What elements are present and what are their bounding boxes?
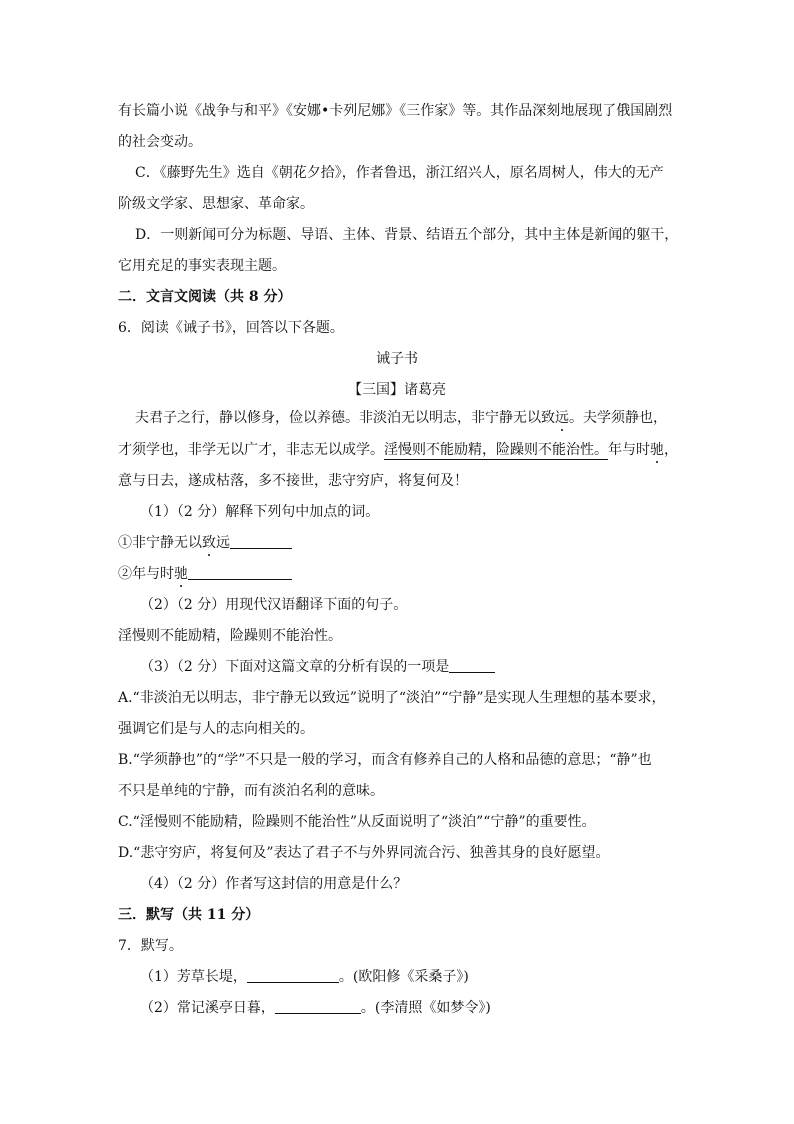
q6-3-option-b-1: B.“学须静也”的“学”不只是一般的学习，而含有修养自己的人格和品德的意思；“静”也: [118, 752, 652, 768]
q6-3-option-b-2: 不只是单纯的宁静，而有淡泊名利的意味。: [118, 783, 384, 799]
section-3-heading: 三．默写（共 11 分）: [118, 907, 260, 923]
question-6-stem: 6．阅读《诫子书》，回答以下各题。: [118, 320, 344, 336]
option-b-line-2: 有长篇小说《战争与和平》《安娜•卡列尼娜》《三作家》等。其作品深刻地展现了俄国剧烈: [118, 103, 673, 119]
q6-1-b-text: ②年与时: [118, 566, 174, 582]
poem-line-1-a: 夫君子之行，静以修身，俭以养德。非淡泊无以明志，非宁静无以致: [135, 410, 555, 426]
q6-1-item-a: [118, 534, 688, 552]
q6-4-stem: （4）（2 分）作者写这封信的用意是什么？: [140, 876, 408, 892]
q6-3-option-a-1: A.“非淡泊无以明志，非宁静无以致远”说明了“淡泊”“宁静”是实现人生理想的基本要求，: [118, 690, 666, 706]
dotted-char-chi: 驰: [650, 442, 664, 458]
poem-line-2-c: ，: [664, 442, 678, 458]
poem-title: 诫子书: [376, 351, 418, 367]
option-c-line-1: C．《藤野先生》选自《朝花夕拾》，作者鲁迅，浙江绍兴人，原名周树人，伟大的无产: [135, 165, 664, 181]
section-2-heading: 二．文言文阅读（共 8 分）: [118, 289, 292, 305]
question-7-stem: 7．默写。: [118, 938, 183, 954]
q7-2: [140, 999, 710, 1017]
answer-blank[interactable]: [247, 968, 339, 983]
q6-3-stem-text: （3）（2 分）下面对这篇文章的分析有误的一项是: [140, 659, 450, 675]
q6-1-a-post: 远: [216, 535, 230, 551]
dotted-char-zhi: 致: [202, 535, 216, 551]
poem-line-1: [135, 409, 705, 427]
q6-3-stem: [140, 658, 710, 676]
option-c-line-2: 阶级文学家、思想家、革命家。: [118, 196, 314, 212]
q7-2-source: 。(李清照《如梦令》): [360, 1000, 491, 1016]
option-d-line-1: D．一则新闻可分为标题、导语、主体、背景、结语五个部分，其中主体是新闻的躯干，: [135, 227, 679, 243]
poem-author: 【三国】诸葛亮: [348, 382, 446, 398]
q6-3-option-a-2: 强调它们是与人的志向相关的。: [118, 721, 314, 737]
poem-line-2: [118, 441, 688, 459]
poem-line-3: 意与日去，遂成枯落，多不接世，悲守穷庐，将复何及！: [118, 473, 468, 489]
poem-line-1-b: 。夫学须静也，: [569, 410, 667, 426]
q6-1-stem: （1）（2 分）解释下列句中加点的词。: [140, 504, 380, 520]
underlined-sentence: 淫慢则不能励精，险躁则不能治性。: [384, 442, 608, 458]
q6-2-sentence: 淫慢则不能励精，险躁则不能治性。: [118, 628, 342, 644]
q6-1-a-text: ①非宁静无以: [118, 535, 202, 551]
q7-1-source: 。(欧阳修《采桑子》): [338, 969, 469, 985]
answer-blank[interactable]: [188, 565, 292, 580]
answer-blank[interactable]: [275, 999, 361, 1014]
answer-blank[interactable]: [230, 534, 292, 549]
q7-2-text: （2）常记溪亭日暮，: [140, 1000, 275, 1016]
q7-1: [140, 968, 710, 986]
option-b-line-3: 的社会变动。: [118, 134, 202, 150]
answer-blank[interactable]: [449, 658, 495, 673]
q6-3-option-c: C.“淫慢则不能励精，险躁则不能治性”从反面说明了“淡泊”“宁静”的重要性。: [118, 814, 596, 830]
poem-line-2-a: 才须学也，非学无以广才，非志无以成学。: [118, 442, 384, 458]
poem-line-2-b: 年与时: [608, 442, 650, 458]
dotted-char-yuan: 远: [555, 410, 569, 426]
dotted-char-chi-2: 驰: [174, 566, 188, 582]
q6-3-option-d: D.“悲守穷庐，将复何及”表达了君子不与外界同流合污、独善其身的良好愿望。: [118, 845, 610, 861]
q6-2-stem: （2）（2 分）用现代汉语翻译下面的句子。: [140, 597, 408, 613]
option-d-line-2: 它用充足的事实表现主题。: [118, 258, 286, 274]
q6-1-item-b: [118, 565, 688, 583]
q7-1-text: （1）芳草长堤，: [140, 969, 247, 985]
